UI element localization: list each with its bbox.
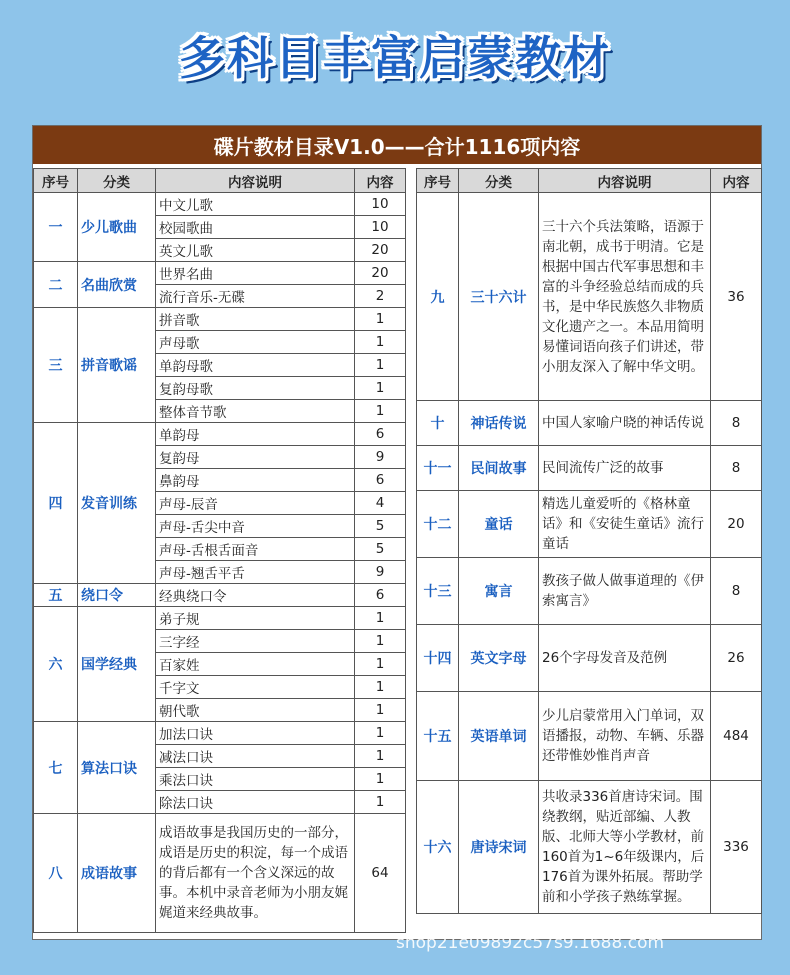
item-description: 声母-舌根舌面音 xyxy=(156,538,355,561)
item-count: 1 xyxy=(355,331,406,354)
item-count: 20 xyxy=(355,239,406,262)
header-count: 内容 xyxy=(355,169,406,193)
item-count: 484 xyxy=(711,692,762,781)
item-description: 三字经 xyxy=(156,630,355,653)
section-number: 十五 xyxy=(417,692,459,781)
item-count: 1 xyxy=(355,607,406,630)
item-description: 教孩子做人做事道理的《伊索寓言》 xyxy=(539,558,711,625)
section-number: 五 xyxy=(34,584,78,607)
section-number: 十六 xyxy=(417,781,459,914)
item-description: 校园歌曲 xyxy=(156,216,355,239)
item-count: 6 xyxy=(355,584,406,607)
section-number: 十四 xyxy=(417,625,459,692)
section-category: 少儿歌曲 xyxy=(78,193,156,262)
item-description: 拼音歌 xyxy=(156,308,355,331)
section-number: 三 xyxy=(34,308,78,423)
item-count: 8 xyxy=(711,401,762,446)
item-description: 三十六个兵法策略，语源于南北朝，成书于明清。它是根据中国古代军事思想和丰富的斗争经验总结而成的兵书，是中华民族悠久非物质文化遗产之一。本品用简明易懂词语向孩子们讲述，带小朋友深入了解中华文明。 xyxy=(539,193,711,401)
item-description: 鼻韵母 xyxy=(156,469,355,492)
item-count: 10 xyxy=(355,193,406,216)
item-count: 26 xyxy=(711,625,762,692)
section-number: 十一 xyxy=(417,446,459,491)
item-count: 9 xyxy=(355,561,406,584)
section-number: 十 xyxy=(417,401,459,446)
section-number: 七 xyxy=(34,722,78,814)
section-category: 英文字母 xyxy=(459,625,539,692)
table-row xyxy=(34,262,406,285)
page-headline: 多科目丰富启蒙教材 xyxy=(179,31,611,85)
item-count: 20 xyxy=(355,262,406,285)
item-count: 6 xyxy=(355,469,406,492)
table-row xyxy=(34,193,406,216)
item-description: 整体音节歌 xyxy=(156,400,355,423)
table-row xyxy=(34,722,406,745)
section-category: 童话 xyxy=(459,491,539,558)
table-row xyxy=(34,423,406,446)
table-row xyxy=(417,692,762,781)
table-row xyxy=(34,308,406,331)
item-description: 声母-辰音 xyxy=(156,492,355,515)
item-description: 弟子规 xyxy=(156,607,355,630)
section-number: 十三 xyxy=(417,558,459,625)
item-count: 20 xyxy=(711,491,762,558)
item-description: 减法口诀 xyxy=(156,745,355,768)
table-row xyxy=(34,584,406,607)
section-number: 二 xyxy=(34,262,78,308)
section-category: 寓言 xyxy=(459,558,539,625)
shop-watermark: shop21e09892c57s9.1688.com xyxy=(396,933,665,953)
item-count: 1 xyxy=(355,653,406,676)
table-row xyxy=(417,781,762,914)
header-category: 分类 xyxy=(78,169,156,193)
item-count: 1 xyxy=(355,630,406,653)
item-count: 36 xyxy=(711,193,762,401)
section-category: 名曲欣赏 xyxy=(78,262,156,308)
item-count: 5 xyxy=(355,515,406,538)
item-description: 26个字母发音及范例 xyxy=(539,625,711,692)
item-description: 少儿启蒙常用入门单词，双语播报，动物、车辆、乐器还带惟妙惟肖声音 xyxy=(539,692,711,781)
section-category: 拼音歌谣 xyxy=(78,308,156,423)
table-row xyxy=(417,193,762,401)
section-category: 算法口诀 xyxy=(78,722,156,814)
item-count: 1 xyxy=(355,699,406,722)
section-number: 一 xyxy=(34,193,78,262)
item-description: 中文儿歌 xyxy=(156,193,355,216)
header-seq: 序号 xyxy=(417,169,459,193)
section-category: 神话传说 xyxy=(459,401,539,446)
catalog-table-right xyxy=(416,168,762,914)
item-description: 单韵母 xyxy=(156,423,355,446)
item-description: 共收录336首唐诗宋词。围绕教纲，贴近部编、人教版、北师大等小学教材，前160首为1~6年级课内，后176首为课外拓展。帮助学前和小学孩子熟练掌握。 xyxy=(539,781,711,914)
header-seq: 序号 xyxy=(34,169,78,193)
header-description: 内容说明 xyxy=(539,169,711,193)
item-count: 336 xyxy=(711,781,762,914)
item-description: 英文儿歌 xyxy=(156,239,355,262)
item-count: 1 xyxy=(355,400,406,423)
item-description: 百家姓 xyxy=(156,653,355,676)
section-number: 八 xyxy=(34,814,78,933)
table-row xyxy=(417,491,762,558)
item-description: 民间流传广泛的故事 xyxy=(539,446,711,491)
item-count: 8 xyxy=(711,558,762,625)
item-count: 1 xyxy=(355,308,406,331)
table-row xyxy=(34,607,406,630)
item-count: 1 xyxy=(355,676,406,699)
item-description: 单韵母歌 xyxy=(156,354,355,377)
item-count: 64 xyxy=(355,814,406,933)
item-count: 1 xyxy=(355,722,406,745)
section-category: 三十六计 xyxy=(459,193,539,401)
catalog-banner: 碟片教材目录V1.0——合计1116项内容 xyxy=(33,126,761,164)
item-description: 除法口诀 xyxy=(156,791,355,814)
section-number: 九 xyxy=(417,193,459,401)
item-description: 成语故事是我国历史的一部分，成语是历史的积淀，每一个成语的背后都有一个含义深远的故事。本机中录音老师为小朋友娓娓道来经典故事。 xyxy=(156,814,355,933)
section-number: 十二 xyxy=(417,491,459,558)
item-count: 8 xyxy=(711,446,762,491)
table-row xyxy=(417,625,762,692)
header-category: 分类 xyxy=(459,169,539,193)
item-description: 世界名曲 xyxy=(156,262,355,285)
item-count: 9 xyxy=(355,446,406,469)
item-count: 5 xyxy=(355,538,406,561)
item-description: 朝代歌 xyxy=(156,699,355,722)
item-description: 流行音乐-无碟 xyxy=(156,285,355,308)
section-number: 六 xyxy=(34,607,78,722)
table-row xyxy=(34,814,406,933)
section-category: 绕口令 xyxy=(78,584,156,607)
section-category: 唐诗宋词 xyxy=(459,781,539,914)
item-count: 10 xyxy=(355,216,406,239)
item-count: 1 xyxy=(355,377,406,400)
item-description: 精选儿童爱听的《格林童话》和《安徒生童话》流行童话 xyxy=(539,491,711,558)
item-description: 乘法口诀 xyxy=(156,768,355,791)
item-description: 声母歌 xyxy=(156,331,355,354)
item-count: 6 xyxy=(355,423,406,446)
item-description: 声母-翘舌平舌 xyxy=(156,561,355,584)
item-count: 4 xyxy=(355,492,406,515)
item-description: 中国人家喻户晓的神话传说 xyxy=(539,401,711,446)
table-row xyxy=(417,558,762,625)
header-count: 内容 xyxy=(711,169,762,193)
item-count: 1 xyxy=(355,354,406,377)
section-category: 成语故事 xyxy=(78,814,156,933)
catalog-panel xyxy=(32,125,762,940)
section-category: 英语单词 xyxy=(459,692,539,781)
item-count: 2 xyxy=(355,285,406,308)
item-description: 千字文 xyxy=(156,676,355,699)
section-category: 民间故事 xyxy=(459,446,539,491)
table-row xyxy=(417,401,762,446)
item-description: 声母-舌尖中音 xyxy=(156,515,355,538)
item-description: 复韵母 xyxy=(156,446,355,469)
section-category: 国学经典 xyxy=(78,607,156,722)
item-description: 加法口诀 xyxy=(156,722,355,745)
item-count: 1 xyxy=(355,768,406,791)
item-description: 复韵母歌 xyxy=(156,377,355,400)
section-category: 发音训练 xyxy=(78,423,156,584)
item-count: 1 xyxy=(355,745,406,768)
header-description: 内容说明 xyxy=(156,169,355,193)
item-count: 1 xyxy=(355,791,406,814)
catalog-table-left xyxy=(33,168,406,933)
table-row xyxy=(417,446,762,491)
section-number: 四 xyxy=(34,423,78,584)
item-description: 经典绕口令 xyxy=(156,584,355,607)
